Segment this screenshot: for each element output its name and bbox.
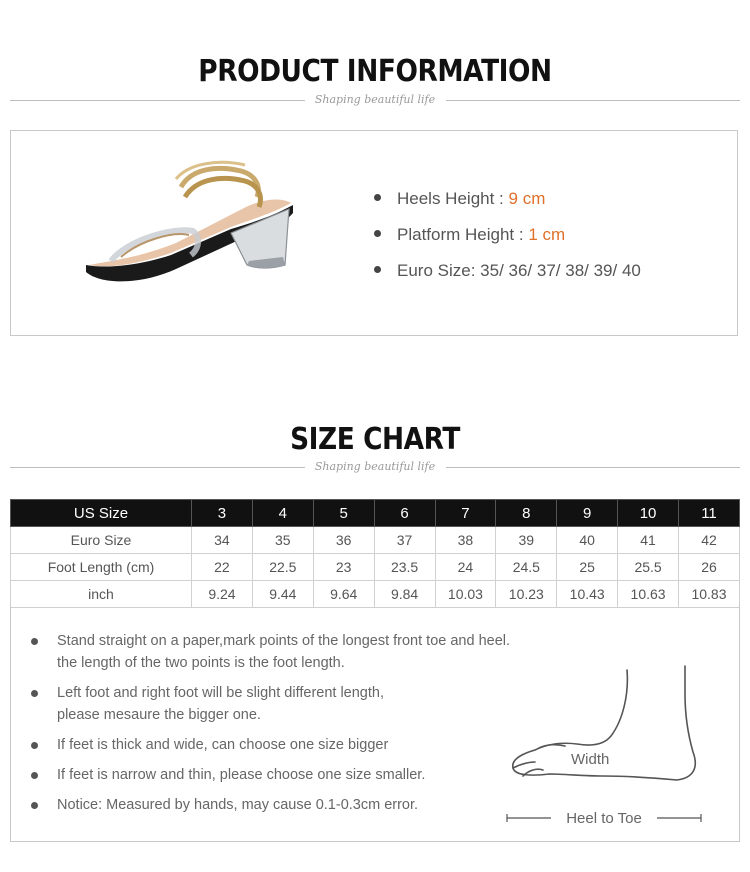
table-cell: 3: [192, 500, 253, 527]
table-cell: 37: [374, 527, 435, 554]
note-line: please mesaure the bigger one.: [57, 707, 261, 723]
table-cell: 41: [618, 527, 679, 554]
note-line: the length of the two points is the foot length.: [57, 655, 345, 671]
row-label: inch: [11, 581, 192, 608]
row-label: Euro Size: [11, 527, 192, 554]
table-cell: 10.23: [496, 581, 557, 608]
note-line: Left foot and right foot will be slight different length,: [57, 685, 384, 701]
foot-measure-diagram: [505, 664, 705, 834]
row-label: US Size: [11, 500, 192, 527]
note-item: [31, 630, 510, 674]
table-cell: 10.83: [679, 581, 740, 608]
bullet-dot: [31, 690, 38, 697]
table-cell: 22.5: [252, 554, 313, 581]
table-row: [11, 554, 740, 581]
note-item: [31, 682, 384, 726]
bullet-dot: [31, 772, 38, 779]
bullet-dot: [31, 638, 38, 645]
row-label: Foot Length (cm): [11, 554, 192, 581]
table-cell: 40: [557, 527, 618, 554]
table-cell: 9.44: [252, 581, 313, 608]
product-info-tagline: Shaping beautiful life: [314, 93, 436, 106]
table-cell: 23.5: [374, 554, 435, 581]
bullet-dot: [31, 802, 38, 809]
spec-value: 1 cm: [528, 225, 566, 244]
table-cell: 36: [313, 527, 374, 554]
table-cell: 24: [435, 554, 496, 581]
table-cell: 34: [192, 527, 253, 554]
bullet-dot: [374, 194, 381, 201]
note-item: [31, 794, 418, 816]
note-line: If feet is thick and wide, can choose one size bigger: [57, 737, 389, 753]
table-cell: 10.03: [435, 581, 496, 608]
bullet-dot: [374, 230, 381, 237]
size-chart-title: SIZE CHART: [290, 422, 460, 457]
table-row: [11, 500, 740, 527]
table-cell: 5: [313, 500, 374, 527]
table-cell: 39: [496, 527, 557, 554]
measuring-notes-box: [10, 604, 740, 842]
size-chart-table: [10, 499, 740, 608]
note-item: [31, 734, 388, 756]
spec-value: 9 cm: [508, 189, 546, 208]
width-label: Width: [571, 751, 610, 768]
product-info-box: [10, 130, 738, 336]
table-cell: 10: [618, 500, 679, 527]
table-cell: 38: [435, 527, 496, 554]
table-cell: 35: [252, 527, 313, 554]
note-line: Stand straight on a paper,mark points of the longest front toe and heel.: [57, 633, 511, 649]
table-cell: 7: [435, 500, 496, 527]
spec-label: Euro Size:: [397, 261, 476, 280]
table-cell: 25: [557, 554, 618, 581]
spec-euro-size: [374, 261, 641, 281]
table-cell: 22: [192, 554, 253, 581]
table-cell: 10.43: [557, 581, 618, 608]
product-info-title: PRODUCT INFORMATION: [198, 54, 552, 89]
spec-platform-height: [374, 225, 565, 245]
table-cell: 6: [374, 500, 435, 527]
table-cell: 9.24: [192, 581, 253, 608]
table-cell: 23: [313, 554, 374, 581]
note-item: [31, 764, 425, 786]
table-cell: 25.5: [618, 554, 679, 581]
table-cell: 9.84: [374, 581, 435, 608]
table-cell: 42: [679, 527, 740, 554]
note-line: If feet is narrow and thin, please choose one size smaller.: [57, 767, 426, 783]
table-cell: 26: [679, 554, 740, 581]
heel-to-toe-label: Heel to Toe: [566, 810, 642, 827]
table-cell: 9.64: [313, 581, 374, 608]
sandal-product-image: [81, 157, 301, 297]
spec-heels-height: [374, 189, 545, 209]
spec-label: Platform Height :: [397, 225, 524, 244]
table-cell: 11: [679, 500, 740, 527]
toe-line: [513, 762, 535, 768]
bullet-dot: [374, 266, 381, 273]
table-cell: 4: [252, 500, 313, 527]
table-cell: 24.5: [496, 554, 557, 581]
table-cell: 9: [557, 500, 618, 527]
table-cell: 10.63: [618, 581, 679, 608]
spec-value: 35/ 36/ 37/ 38/ 39/ 40: [480, 261, 641, 280]
table-cell: 8: [496, 500, 557, 527]
spec-label: Heels Height :: [397, 189, 504, 208]
table-row: [11, 527, 740, 554]
size-chart-tagline: Shaping beautiful life: [314, 460, 436, 473]
note-line: Notice: Measured by hands, may cause 0.1-0.3cm error.: [57, 797, 419, 813]
bullet-dot: [31, 742, 38, 749]
